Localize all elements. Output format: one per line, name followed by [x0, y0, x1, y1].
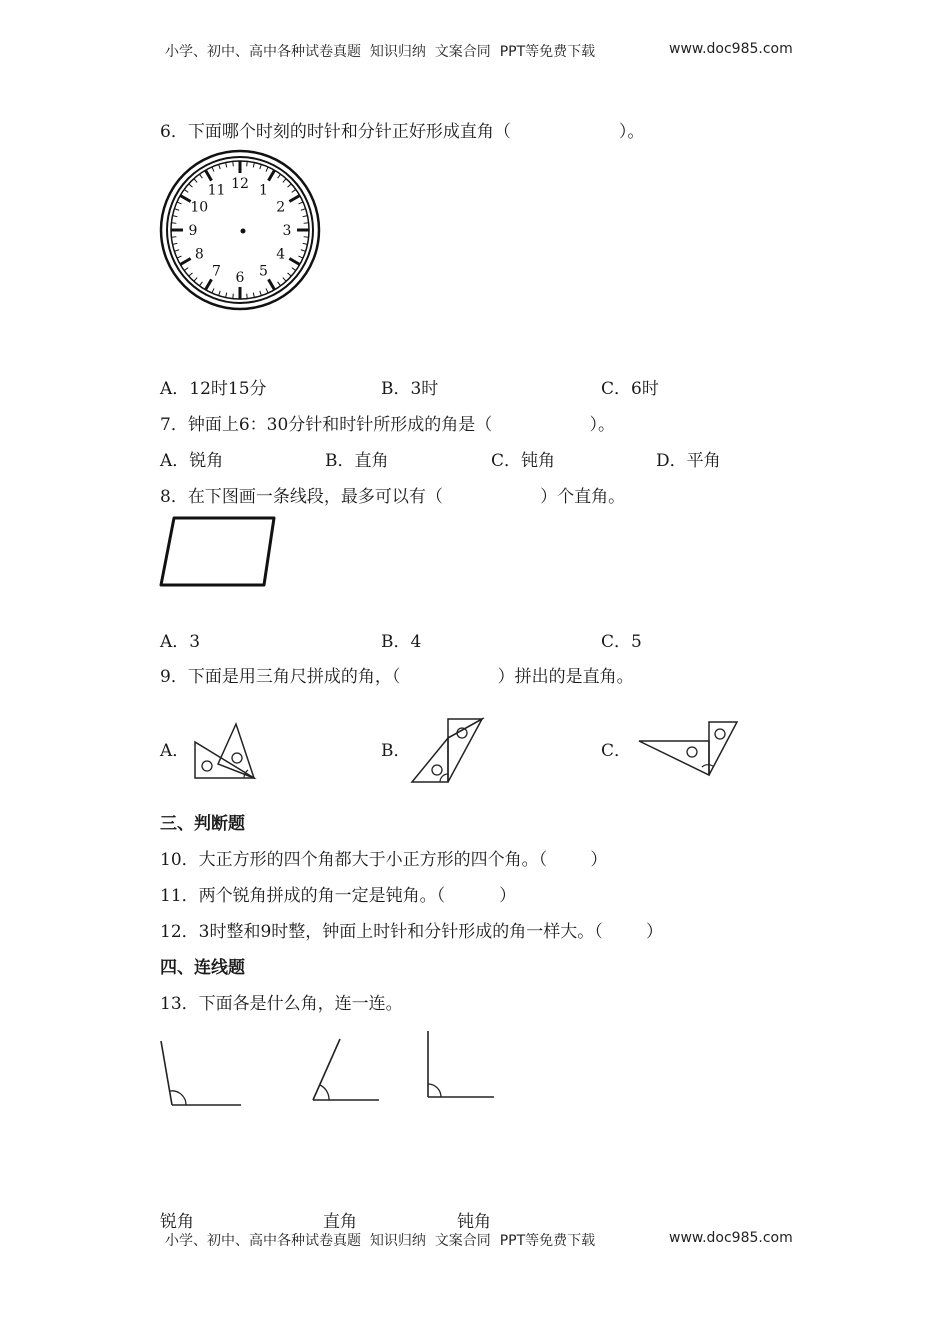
clock-minute-tick — [292, 268, 296, 271]
clock-minute-tick — [219, 164, 221, 169]
clock-hour-tick — [289, 259, 299, 265]
clock-hour-tick — [269, 170, 275, 180]
q7-option-d[interactable]: D．平角 — [656, 451, 721, 471]
clock-numeral: 1 — [259, 182, 268, 199]
clock-minute-tick — [288, 273, 292, 276]
angle-figure-obtuse — [158, 1038, 244, 1110]
page-footer-text: 小学、初中、高中各种试卷真题 知识归纳 文案合同 PPT等免费下载 — [165, 1233, 596, 1249]
question-11-text: 11．两个锐角拼成的角一定是钝角。（ ） — [160, 886, 517, 906]
clock-minute-tick — [177, 256, 182, 258]
clock-minute-tick — [260, 291, 262, 296]
clock-minute-tick — [253, 163, 254, 168]
clock-minute-tick — [247, 161, 248, 166]
label-obtuse-angle[interactable]: 钝角 — [457, 1212, 491, 1232]
page-header-url: www.doc985.com — [669, 41, 793, 57]
q6-option-b[interactable]: B．3时 — [381, 379, 439, 399]
clock-minute-tick — [184, 268, 188, 271]
clock-minute-tick — [303, 216, 308, 217]
parallelogram-figure — [158, 514, 278, 590]
clock-minute-tick — [266, 167, 268, 172]
question-10-text: 10．大正方形的四个角都大于小正方形的四个角。（ ） — [160, 850, 608, 870]
clock-minute-tick — [189, 184, 193, 187]
clock-hour-tick — [180, 196, 190, 202]
clock-hour-tick — [180, 259, 190, 265]
clock-minute-tick — [298, 202, 303, 204]
q9-option-a[interactable]: A． — [160, 741, 190, 761]
clock-minute-tick — [171, 223, 176, 224]
question-7-text: 7．钟面上6：30分针和时针所形成的角是（ ）。 — [160, 415, 616, 435]
question-6-text: 6．下面哪个时刻的时针和分针正好形成直角（ ）。 — [160, 122, 645, 142]
clock-numeral: 7 — [212, 263, 221, 280]
clock-numeral: 9 — [188, 223, 198, 239]
label-right-angle[interactable]: 直角 — [323, 1212, 357, 1232]
section-3-title: 三、判断题 — [160, 814, 245, 834]
q8-option-c[interactable]: C．5 — [601, 632, 642, 652]
clock-minute-tick — [174, 250, 179, 252]
q7-option-a[interactable]: A．锐角 — [160, 451, 224, 471]
clock-minute-tick — [233, 294, 234, 299]
clock-minute-tick — [173, 243, 178, 244]
clock-minute-tick — [304, 223, 309, 224]
clock-hour-tick — [206, 279, 212, 289]
clock-minute-tick — [278, 174, 281, 178]
q7-option-c[interactable]: C．钝角 — [491, 451, 556, 471]
q7-option-b[interactable]: B．直角 — [325, 451, 389, 471]
clock-numeral: 4 — [276, 246, 286, 263]
q9-option-b[interactable]: B． — [381, 741, 411, 761]
clock-numeral: 2 — [276, 199, 286, 216]
clock-minute-tick — [247, 294, 248, 299]
q9-figure-b — [410, 716, 486, 786]
clock-minute-tick — [189, 273, 193, 276]
page-header-text: 小学、初中、高中各种试卷真题 知识归纳 文案合同 PPT等免费下载 — [165, 44, 596, 60]
q6-option-a[interactable]: A．12时15分 — [160, 379, 267, 399]
clock-minute-tick — [171, 237, 176, 238]
clock-hour-tick — [269, 279, 275, 289]
page-footer-url: www.doc985.com — [669, 1230, 793, 1246]
clock-minute-tick — [184, 189, 188, 192]
clock-minute-tick — [298, 256, 303, 258]
clock-minute-tick — [288, 184, 292, 187]
question-8-text: 8．在下图画一条线段，最多可以有（ ）个直角。 — [160, 487, 626, 507]
clock-numeral: 12 — [231, 176, 249, 192]
clock-minute-tick — [283, 278, 286, 282]
q9-option-c[interactable]: C． — [601, 741, 632, 761]
clock-minute-tick — [219, 291, 221, 296]
clock-hour-tick — [289, 196, 299, 202]
q9-figure-a — [192, 722, 258, 782]
clock-hour-tick — [206, 170, 212, 180]
clock-figure — [160, 150, 320, 310]
clock-minute-tick — [283, 179, 286, 183]
clock-minute-tick — [292, 189, 296, 192]
clock-numeral: 3 — [282, 223, 292, 239]
clock-minute-tick — [304, 237, 309, 238]
angle-figure-acute — [308, 1036, 382, 1104]
clock-minute-tick — [301, 250, 306, 252]
q8-option-b[interactable]: B．4 — [381, 632, 422, 652]
clock-minute-tick — [278, 282, 281, 286]
question-13-text: 13．下面各是什么角，连一连。 — [160, 994, 403, 1014]
question-12-text: 12．3时整和9时整，钟面上时针和分针形成的角一样大。（ ） — [160, 922, 663, 942]
clock-numeral: 11 — [207, 182, 226, 199]
q6-option-c[interactable]: C．6时 — [601, 379, 659, 399]
clock-minute-tick — [266, 288, 268, 293]
clock-minute-tick — [174, 209, 179, 211]
section-4-title: 四、连线题 — [160, 958, 245, 978]
clock-numeral: 6 — [235, 270, 245, 286]
clock-minute-tick — [199, 282, 202, 286]
angle-figure-right — [424, 1029, 496, 1101]
clock-minute-tick — [301, 209, 306, 211]
label-acute-angle[interactable]: 锐角 — [160, 1212, 194, 1232]
clock-minute-tick — [253, 293, 254, 298]
clock-minute-tick — [226, 293, 227, 298]
clock-minute-tick — [199, 174, 202, 178]
clock-minute-tick — [173, 216, 178, 217]
clock-numeral: 8 — [194, 246, 204, 263]
clock-minute-tick — [303, 243, 308, 244]
question-9-text: 9．下面是用三角尺拼成的角，（ ）拼出的是直角。 — [160, 667, 634, 687]
clock-minute-tick — [177, 202, 182, 204]
clock-minute-tick — [212, 167, 214, 172]
clock-minute-tick — [194, 179, 197, 183]
clock-minute-tick — [194, 278, 197, 282]
clock-minute-tick — [260, 164, 262, 169]
clock-numeral: 5 — [259, 263, 268, 280]
q9-figure-c — [636, 719, 742, 779]
clock-minute-tick — [212, 288, 214, 293]
clock-numeral: 10 — [190, 199, 209, 216]
clock-minute-tick — [233, 161, 234, 166]
clock-minute-tick — [226, 163, 227, 168]
q8-option-a[interactable]: A．3 — [160, 632, 201, 652]
